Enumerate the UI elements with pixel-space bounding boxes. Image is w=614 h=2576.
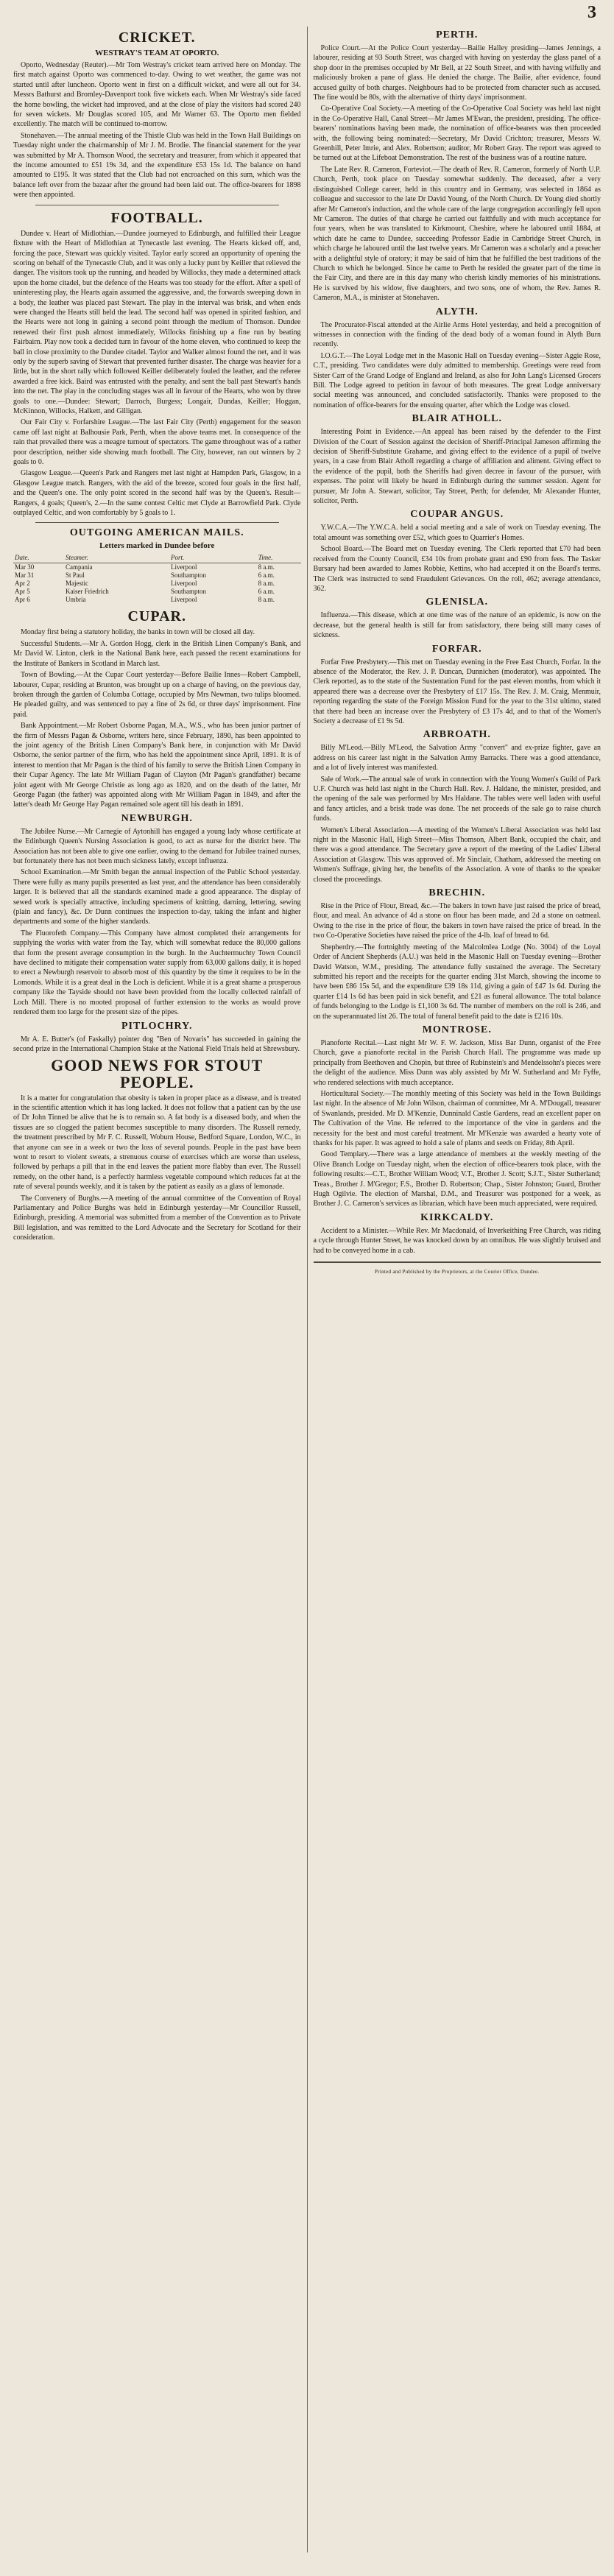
paragraph: Monday first being a statutory holiday, the banks in town will be closed all day. <box>21 628 255 637</box>
paragraph: Dundee v. Heart of Midlothian.—Dundee journeyed to Edinburgh, and fulfilled their League fixture with the Heart of Midlothian at Tynecastle last evening. The Hearts kicked off, and, forcing the pace, Stewart was quickly visited. Taylor early scored an opportunity of opening the scoring on behalf of the Tynecastle Club, and it was only a lucky punt by Keiller that relieved the danger. The visitors took up the running, and headed by Willocks, they made a determined attack upon the home citadel, but the defence of the Hearts was too steady for the effort. After a spell of uninteresting play, the Hearts again assumed the aggressive, and, the forwards sweeping down in a body, the leather was placed past Stewart. The play in the interval was brisk, and when ends were changed the Hearts still held the lead. The second half was opened in spirited fashion, and the Hearts were not long in gaining a second point through the medium of Thomson. Dundee renewed their first push almost immediately, Willocks finishing up a fine run by beating Fairbairn. Play now took a decided turn in favour of the home eleven, who continued to keep the ball in close proximity to the Dundee citadel. Taylor and Walker almost found the net, and it was only by the superb saving of Stewart that prevented further disaster. The charge was heavier for a little, but in the short rally which followed Keiller deliberately fouled the leather, and the referee awarded a free kick. Baird was entrusted with the penalty, and sent the ball past Stewart's hands into the net. The play in the concluding stages was all in favour of the Hearts, who won by three goals to one.—Dundee: Stewart; Darroch, Burgess; Longair, Dundas, Keiller; Hoggan, McKinnon, Willocks, Halkett, and Gilligan. <box>13 229 301 415</box>
blair-atholl-body <box>314 427 601 506</box>
right-column <box>308 27 604 2552</box>
football-heading: FOOTBALL. <box>110 209 203 226</box>
table-cell: Liverpool <box>171 563 197 571</box>
table-row <box>13 571 301 580</box>
brechin-heading: BRECHIN. <box>428 887 486 899</box>
table-cell: 6 a.m. <box>258 571 275 580</box>
mails-heading: OUTGOING AMERICAN MAILS. <box>69 527 244 539</box>
footer-rule <box>314 1261 601 1263</box>
table-cell: Majestic <box>65 580 88 588</box>
table-row <box>13 588 301 596</box>
table-cell: Apr 5 <box>15 588 30 596</box>
column-header: Port. <box>169 553 257 563</box>
paragraph: Co-Operative Coal Society.—A meeting of the Co-Operative Coal Society was held last night in the Co-Operative Hall, Canal Street—Mr James M'Ewan, the president, presiding. The office-bearers' nominations having been made, the nomination of office-bearers was then proceeded with, the following being nominated:—Secretary, Mr David Crichton; treasurer, Messrs W. Greenhill, Peter Imrie, and Alex. Robertson; auditor, Mr Robert Gray. The report was agreed to be turned out at the Lifeboat Demonstration. The rest of the business was of a routine nature. <box>313 105 601 163</box>
perth-heading: PERTH. <box>436 29 479 41</box>
table-cell: St Paul <box>65 571 85 580</box>
table-cell: Mar 30 <box>15 563 35 571</box>
cricket-subheading: WESTRAY'S TEAM AT OPORTO. <box>95 49 219 57</box>
newburgh-heading: NEWBURGH. <box>121 812 193 824</box>
column-header: Date. <box>13 553 64 563</box>
table-cell: Kaiser Friedrich <box>65 588 109 596</box>
alyth-body <box>314 320 601 411</box>
paragraph: I.O.G.T.—The Loyal Lodge met in the Masonic Hall on Tuesday evening—Sister Aggie Rose, C.T., presiding. Two candidates were duly admitted to membership. Greetings were read from Sister Carr of the Grand Lodge of England and Ireland, as also for John Lang's Licensed Grocers Bill. The Lodge agreed to petition in favour of both measures. The great Lodge anniversary social meeting was announced, and concluded satisfactorily. Thanks were proposed to the nomination of office-bearers for the ensuing quarter, after which the Lodge was closed. <box>313 351 601 409</box>
table-cell: 8 a.m. <box>258 563 275 571</box>
paragraph: Sale of Work.—The annual sale of work in connection with the Young Women's Guild of Park U.F. Church was held last night in the Church Hall. Rev. J. Haldane, the minister, presided, and the opening of the sale was performed by Mrs Haldane. The tables were well laden with useful and fancy articles, and a brisk trade was done. The net proceeds of the sale go to raise church funds. <box>313 775 601 823</box>
divider <box>35 522 279 523</box>
paragraph: Oporto, Wednesday (Reuter).—Mr Tom Westray's cricket team arrived here on Monday. The first match against Oporto was commenced to-day. Owing to wet weather, the game was not started until after luncheon. Oporto went in first on a difficult wicket, and were all out for 34. Messrs Bathurst and Bromley-Davenport took five wickets each. When Mr Westray's side faced the home bowling, the wicket had improved, and at the close of play the visitors had scored 240 for seven wickets. Mr Douglas scored 105, and Mr Warner 63. The Oporto men fielded excellently. The match will be continued to-morrow. <box>13 61 301 129</box>
table-cell: Southampton <box>171 571 207 580</box>
glenisla-body <box>314 610 601 640</box>
kirkcaldy-body <box>314 1226 601 1256</box>
table-cell: Umbria <box>65 596 86 604</box>
left-column <box>10 27 307 2552</box>
paragraph: It is a matter for congratulation that obesity is taken in proper place as a disease, and is treated in the scientific attention which it has long lacked. It does not follow that a patient can by the use of Dr John Tinned be alive that he is to remain so. A fat body is a diseased body, and when the tissues are so clogged the patient becomes susceptible to many disorders. The Russell remedy, the treatment prescribed by Mr F. C. Russell, Woburn House, Bedford Square, London, W.C., in that anyone can see in a week or two the loss of several pounds. People in the past have been wont to resort to violent sweats, a strenuous course of exercises which are worse than useless, followed by perhaps a pill that in the end leaves the patient more flabby than ever. The Russell remedy, on the other hand, is a perfectly harmless vegetable compound which reduces fat at the rate of several pounds weekly, and it is taken by the patient as easily as a glass of lemonade. <box>13 1094 301 1192</box>
table-cell: Liverpool <box>171 596 197 604</box>
paragraph: Pianoforte Recital.—Last night Mr W. F. W. Jackson, Miss Bar Dunn, organist of the Free Church, gave a pianoforte recital in the Parish Church Hall. The programme was made up principally from Beethoven and Chopin, but three of Rubinstein's and Mendelssohn's pieces were the delight of the audience. Miss Dunn was ably assisted by Mr W. Sutherland and Mr Fyffe, who rendered selections with much acceptance. <box>313 1038 601 1087</box>
paragraph: The Fluorofeth Company.—This Company have almost completed their arrangements for supplying the works with water from the Tay, which will somewhat reduce the 80,000 gallons that form the present average consumption in the burgh. In the Auchtermuchty Town Council have declined to mitigate their compensation water supply from 63,000 gallons daily, it is hoped to erect a Newburgh reservoir to absorb most of this quantity by the time it requires to be in the Lomonds. While it is a great deal in the Loch is deficient. While it is a great shame a prosperous company like the Tayside should not have been provided from the locally collected rainfall of Loch Mill. There is no mooted proposal of further extension to the works as would prove rendered them too large for the present size of the pipes. <box>13 929 301 1017</box>
paragraph: Town of Bowling.—At the Cupar Court yesterday—Before Bailie Innes—Robert Campbell, labourer, Cupar, residing at Brunton, was brought up on a charge of having, on the previous day, broken through the garden of Columba Cottage, occupied by Mrs Newman, two tulips bloomed. He pleaded guilty, and was sentenced to pay a fine of 2s 6d, or three days' imprisonment. Fine paid. <box>13 671 301 719</box>
forfar-heading: FORFAR. <box>431 643 482 655</box>
table-cell: Mar 31 <box>15 571 35 580</box>
montrose-heading: MONTROSE. <box>422 1024 492 1035</box>
table-cell: 6 a.m. <box>258 588 275 596</box>
table-cell: Liverpool <box>171 580 197 588</box>
paragraph: The Jubilee Nurse.—Mr Carnegie of Aytonhill has engaged a young lady whose certificate at the Edinburgh Queen's Nursing Association is good, to act as nurse for the district here. The Association has not been able to give one earlier, owing to the demand for Jubilee trained nurses, but fortunately there has not been much sickness lately, except influenza. <box>13 827 301 865</box>
forfar-body <box>314 658 601 727</box>
pitlochry-body <box>13 1035 301 1055</box>
cupar-heading: CUPAR. <box>127 608 186 625</box>
table-cell: Apr 2 <box>15 580 30 588</box>
paragraph: Our Fair City v. Forfarshire League.—The last Fair City (Perth) engagement for the season came off last night at Balhousie Park, Perth, when the above teams met. In consequence of the rain that prevailed there was a meagre turnout of spectators. The game throughout was of a rather poor description, neither side showing much football. The City, however, ran out winners by 2 goals to 0. <box>13 418 301 467</box>
paragraph: Rise in the Price of Flour, Bread, &c.—The bakers in town have just raised the price of bread, flour, and meal. An advance of 4d a stone on flour has been made, and 2d a stone on oatmeal. Owing to the rise in the price of flour, the bakers in town have raised the price of bread. In the two Co-Operative Societies have raised the price of the 4-lb. loaf of bread to 6d. <box>313 902 601 940</box>
paragraph: The Late Rev. R. Cameron, Forteviot.—The death of Rev. R. Cameron, formerly of North U.P. Church, Perth, took place on Tuesday somewhat suddenly. The deceased, after a very distinguished College career, held in this country and in Germany, was selected in 1864 as colleague and successor to the late Dr David Young, of the North Church. Dr Young died shortly after Mr Cameron's induction, and the whole care of the large congregation accordingly fell upon Mr Cameron. The duties of that charge he carried out faithfully and with much acceptance for four years, when he was translated to Kirkmount, Cheshire, where he laboured until 1884, at which date he came to Dundee, succeeding Professor Eadie in Cambridge Street Church, in which charge he laboured until the last twelve years. Mr Cameron was a scholarly and a preacher with a delightful style of oratory; it may be said of him that he fulfilled the best traditions of the Church to which he belonged. Since he came to Perth he resided the greater part of the time in the Fair City, and there are in this day many who cherish kindly memories of his ministrations. He is survived by his widow, five daughters, and two sons, one of whom, the Rev. James R. Cameron, M.A., is minister at Stonehaven. <box>313 165 601 303</box>
kirkcaldy-heading: KIRKCALDY. <box>420 1211 494 1223</box>
glenisla-heading: GLENISLA. <box>426 597 489 608</box>
paragraph: School Examination.—Mr Smith began the annual inspection of the Public School yesterday. There were fully as many pupils presented as last year, and the attendance has been considerably larger. It is believed that all the standards examined made a good appearance. The display of sewed work is specially attractive, including specimens of knitting, darning, lettering, sewing (plain and fancy), &c. Dr Dunn continues the inspection to-day, taking the infant and higher departments and some of the higher standards. <box>13 868 301 926</box>
arbroath-heading: ARBROATH. <box>423 729 491 741</box>
arbroath-body <box>314 743 601 884</box>
paragraph: Stonehaven.—The annual meeting of the Thistle Club was held in the Town Hall Buildings on Tuesday night under the chairmanship of Mr J. M. Brodie. The financial statement for the year was submitted by Mr A. Thomson Wood, the secretary and treasurer, from which it appeared that the income amounted to £51 19s 3d, and the expenditure £53 15s 1d. The balance on hand amounted to £195. It was stated that the Club had not encroached on this sum, which was the balance left over from the bazaar after the ground had been laid out. The office-bearers for 1898 were then appointed. <box>13 131 301 200</box>
paragraph: The Convenery of Burghs.—A meeting of the annual committee of the Convention of Royal Parliamentary and Police Burghs was held in Edinburgh yesterday—Mr Councillor Russell, Edinburgh, presiding. A memorial was submitted from a member of the Convention as to Private Bill legislation, and was remitted to the Lord Advocate and the Secretary for Scotland for their consideration. <box>13 1194 301 1242</box>
pitlochry-heading: PITLOCHRY. <box>121 1020 193 1032</box>
table-header-row <box>13 553 301 563</box>
montrose-body <box>314 1038 601 1209</box>
page-number: 3 <box>587 3 596 22</box>
paragraph: Women's Liberal Association.—A meeting of the Women's Liberal Association was held last night in the Masonic Hall, High Street—Miss Thomson, Albert Bank, occupied the chair, and there was a good attendance. The Secretary gave a report of the meeting of the Ladies' Liberal Association at Glasgow. This was approved of. Mr Sinclair, Chatham, addressed the meeting on Women's Suffrage, giving her, the benefits of the Association. A vote of thanks to the speaker closed the proceedings. <box>313 826 601 884</box>
paragraph: Mr A. E. Butter's (of Faskally) pointer dog "Ben of Novaris" has succeeded in gaining the second prize in the International Champion Stake at the National Field Trials held at Shrewsbury. <box>13 1035 301 1053</box>
column-header: Steamer. <box>64 553 169 563</box>
mails-subheading: Letters marked in Dundee before <box>99 541 215 551</box>
table-cell: 8 a.m. <box>258 596 275 604</box>
cricket-body <box>13 60 301 130</box>
table-row <box>13 580 301 588</box>
imprint-footer: Printed and Published by the Proprietors, at the Courier Office, Dundee. <box>375 1269 540 1275</box>
paragraph: Influenza.—This disease, which at one time was of the nature of an epidemic, is now on the decrease, but the general health is still far from satisfactory, there being still many cases of sickness. <box>313 611 601 640</box>
newburgh-body <box>13 827 301 1018</box>
paragraph: Successful Students.—Mr A. Gordon Hogg, clerk in the British Linen Company's Bank, and Mr David W. Linton, clerk in the National Bank here, each passed the recent examinations for the Institute of Bankers in Scotland in March last. <box>13 639 301 668</box>
table-cell: Apr 6 <box>15 596 30 604</box>
cricket-heading: CRICKET. <box>118 29 196 46</box>
paragraph: Bank Appointment.—Mr Robert Osborne Pagan, M.A., W.S., who has been junior partner of the firm of Messrs Pagan & Osborne, writers here, since February, 1890, has been appointed to the joint agency of the British Linen Company's Bank here, in conjunction with Mr David Osborne, the senior partner of the firm, who has held the appointment since April, 1891. It is of interest to mention that Mr Pagan is the third of his family to serve the British Linen Company in their Cupar Agency. The late Mr William Pagan of Clayton (Mr Pagan's grandfather) became joint agent with Mr George Christie as long ago as 1820, and on the death of the latter, Mr George Pagan (the father) was appointed along with Mr William Pagan in 1849, and after the latter's death Mr George Hay Pagan remained sole agent till his death in 1891. <box>13 722 301 809</box>
paragraph: Y.W.C.A.—The Y.W.C.A. held a social meeting and a sale of work on Tuesday evening. The total amount was something over £52, which goes to Quarrier's Homes. <box>313 524 601 542</box>
paragraph: Billy M'Leod.—Billy M'Leod, the Salvation Army "convert" and ex-prize fighter, gave an address on his career last night in the Salvation Army Barracks. There was a good attendance, and a lot of lively interest was manifested. <box>313 744 601 773</box>
paragraph: Horticultural Society.—The monthly meeting of this Society was held in the Town Buildings last night. In the absence of Mr John Wilson, chairman of committee, Mr A. M'Dougall, treasurer of Swanlands, presided. Mr D. M'Kenzie, Dunninald Castle Gardens, read an excellent paper on The Cultivation of the Vine. He referred to the importance of the vine in gardens and the necessity for the best and most careful treatment. Mr M'Kenzie was awarded a hearty vote of thanks for his paper. It was agreed to hold a sale of plants and seeds on Friday, 8th April. <box>313 1089 601 1147</box>
coupar-angus-heading: COUPAR ANGUS. <box>410 509 504 521</box>
football-body <box>13 229 301 518</box>
cupar-body <box>13 627 301 809</box>
stout-body <box>13 1094 301 1192</box>
mails-table <box>13 553 301 604</box>
columns <box>10 27 604 2552</box>
paragraph: The Procurator-Fiscal attended at the Airlie Arms Hotel yesterday, and held a precognition of witnesses in connection with the finding of the dead body of a woman found in Alyth Burn recently. <box>313 320 601 349</box>
paragraph: Good Templary.—There was a large attendance of members at the weekly meeting of the Olive Branch Lodge on Tuesday night, when the election of office-bearers took place, with the following results:—C.T., Brother William Wood; V.T., Brother J. Scott; S.J.T., Sister Sutherland; Treas., Brother J. M'Gregor; F.S., Brother D. Robertson; Chap., Sister Johnston; Guard, Brother Hugh Ogilvie. The election of Marshal, D.M., and Treasurer was postponed for a week, as Brother J. C. Cameron's services as librarian, which have been much appreciated, were required. <box>313 1150 601 1208</box>
paragraph: Accident to a Minister.—While Rev. Mr Macdonald, of Inverkeithing Free Church, was riding a cycle through Hunter Street, he was knocked down by an omnibus. He was slightly bruised and had to be conveyed home in a cab. <box>313 1226 601 1255</box>
column-header: Time. <box>257 553 301 563</box>
paragraph: Shepherdry.—The fortnightly meeting of the Malcolmlea Lodge (No. 3004) of the Loyal Order of Ancient Shepherds (A.U.) was held in the Masonic Hall on Tuesday evening—Brother David Watson, W.M., presiding. The attendance fully sustained the average. The Secretary submitted his report and the receipts for the quarter ending 31st March, showing the income to have been £86 15s 5d, and the expenditure £39 18s 11d, giving a gain of £47 1s 6d. During the quarter £14 1s 6d has been paid in sick benefit, and £21 as funeral allowance. The total balance of funds belonging to the Lodge is £1,100 3s 6d. The number of members on the roll is 246, and on the superannuated list 26. The total of funeral benefit paid to the date is £216 10s. <box>313 943 601 1021</box>
blair-atholl-heading: BLAIR ATHOLL. <box>412 413 502 425</box>
perth-body <box>314 43 601 303</box>
stout-heading: GOOD NEWS FOR STOUT PEOPLE. <box>51 1056 264 1092</box>
paragraph: School Board.—The Board met on Tuesday evening. The Clerk reported that £70 had been received from the County Council, £34 10s from probate grant and £90 from fees. The Tasker Bursary had been awarded to James Robbie, Kettins, who had accepted it on the Board's terms. The Clerk was instructed to send Fraudulent Grievances. On the roll, 462; average attendance, 362. <box>313 545 601 593</box>
table-row <box>13 596 301 604</box>
alyth-heading: ALYTH. <box>435 306 479 317</box>
coupar-angus-body <box>314 523 601 594</box>
table-cell: 8 a.m. <box>258 580 275 588</box>
paragraph: Glasgow League.—Queen's Park and Rangers met last night at Hampden Park, Glasgow, in a Glasgow League match. Rangers, with the aid of the breeze, scored four goals in the first half, and the Queen's one. The only point scored in the second half was by the Queen's. Result—Rangers, 4 goals; Queen's, 2.—In the same contest Celtic met Clyde at Barrowfield Park. Clyde outplayed Celtic, and won comfortably by 5 goals to 1. <box>13 469 301 518</box>
paragraph: Police Court.—At the Police Court yesterday—Bailie Halley presiding—James Jennings, a labourer, residing at 93 South Street, was charged with having on yesterday the glass panel of a shop door in the premises occupied by Mr Bell, at 22 South Street, and with having wilfully and maliciously broken a pane of glass. He denied the charge. The Bailie, after evidence, found accused guilty of both charges. Neighbours had to be protected from character such as accused. The fine would be 80s, with the alternative of thirty days' imprisonment. <box>313 44 601 102</box>
brechin-body <box>314 901 601 1021</box>
convenery-body <box>13 1194 301 1243</box>
table-cell: Campania <box>65 563 93 571</box>
paragraph: Forfar Free Presbytery.—This met on Tuesday evening in the Free East Church, Forfar. In the absence of the Moderator, the Rev. J. P. Duncan, Dunnichen (moderator), was appointed. The Clerk reported, as to the state of the Sustentation Fund for the past eleven months, from which it appeared there was a decrease over the Presbytery of £17 15s. The Rev. J. M. Craig, Menmuir, reporting regarding the state of the Foreign Mission Fund for the year to the 31st ultimo, stated that there had been an increase over the Presbytery of £3 17s 4d, and to that of the Women's Society a decrease of £1 9s 5d. <box>313 658 601 725</box>
paragraph: Interesting Point in Evidence.—An appeal has been raised by the defender to the First Division of the Court of Session against the decision of Sheriff-Principal Jameson affirming the decision of Sheriff-Substitute Grahame, and giving effect to the evidence of a pupil of twelve years, in a case from Blair Atholl regarding a charge of affiliation and aliment. Giving effect to the evidence of the pupil, both the Sheriffs had given decree in favour of the pursuer, with expenses. The point will likely be heard in Edinburgh during the summer session. Agent for pursuer, Mr John A. Stewart, solicitor, Tay Street, Perth; for defender, Mr Alexander Hunter, solicitor, Perth. <box>313 428 601 506</box>
table-cell: Southampton <box>171 588 207 596</box>
table-row <box>13 563 301 572</box>
club-news-body <box>13 131 301 200</box>
